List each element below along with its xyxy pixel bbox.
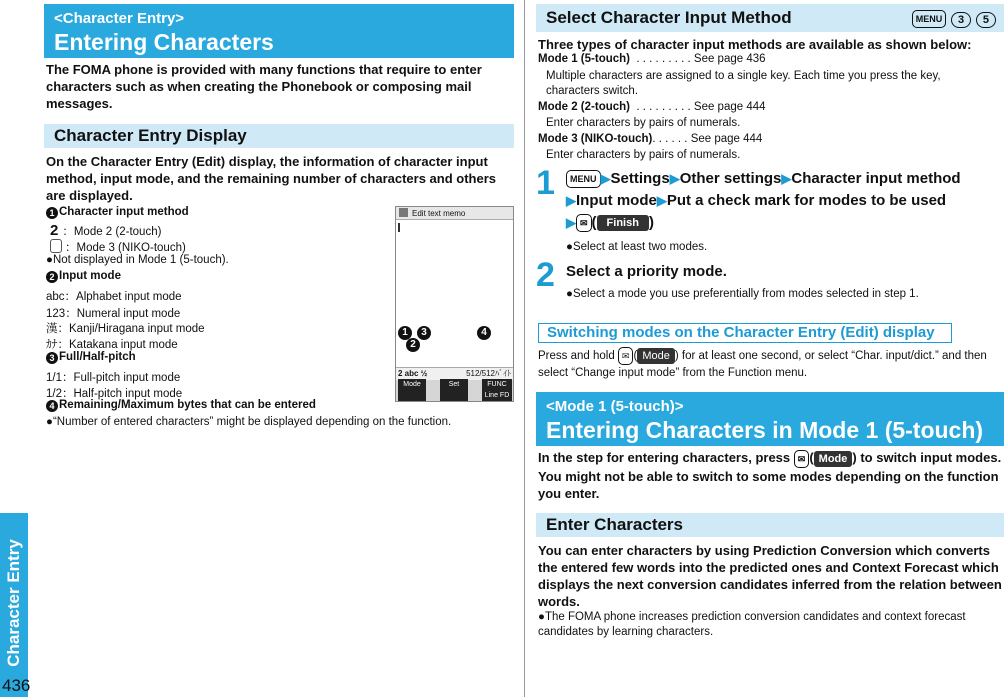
- step2-text: Select a priority mode.: [566, 263, 727, 280]
- katakana-symbol: ｶﾅ: [46, 339, 58, 351]
- mail-key-icon: ✉: [794, 450, 810, 468]
- mode2-desc: Enter characters by pairs of numerals.: [546, 117, 741, 129]
- screen-marker-4: 4: [477, 326, 491, 340]
- item3-half: Half-pitch input mode: [73, 388, 183, 400]
- memo-icon: [399, 208, 408, 217]
- item3-label: Full/Half-pitch: [59, 351, 136, 363]
- left-title-box: [44, 4, 514, 58]
- item3-half-row: 1/2：Half-pitch input mode: [46, 388, 183, 400]
- item2-123: Numeral input mode: [76, 308, 181, 320]
- mode1-title-main: Entering Characters in Mode 1 (5-touch): [546, 417, 984, 443]
- arrow-icon: ▶: [600, 171, 611, 186]
- screen-marker-2: 2: [406, 338, 420, 352]
- mode-softkey: Mode: [637, 348, 675, 364]
- item2-kata-row: ｶﾅ：Katakana input mode: [46, 339, 178, 351]
- enter-characters-bar: [536, 513, 1004, 537]
- page-number: 436: [2, 676, 31, 695]
- character-entry-display-bar: [44, 124, 514, 148]
- item2-label: Input mode: [59, 270, 121, 282]
- left-title-main: Entering Characters: [54, 29, 274, 55]
- item2-kanji-row: 漢：Kanji/Hiragana input mode: [46, 323, 205, 335]
- arrow-icon: ▶: [781, 171, 792, 186]
- mode1-ref: . . . . . . . . . See page 436: [636, 53, 766, 65]
- character-entry-display-title: Character Entry Display: [54, 126, 247, 145]
- mode3-label: Mode 3 (NIKO-touch): [538, 133, 653, 145]
- switch-text-a: Press and hold: [538, 350, 615, 363]
- screen-soft-right-2: Line FD: [484, 392, 510, 399]
- screen-bytes-unit: ﾊﾞｲﾄ: [495, 369, 511, 378]
- item2-kata: Katakana input mode: [69, 339, 178, 351]
- mode1-title-box: [536, 392, 1004, 446]
- screen-marker-3: 3: [417, 326, 431, 340]
- screen-bytes: 512/512: [466, 369, 495, 378]
- mode1-title-sub: <Mode 1 (5-touch)>: [546, 398, 684, 415]
- item1-note: ●Not displayed in Mode 1 (5-touch).: [46, 254, 229, 266]
- switching-modes-text: Press and hold ✉ ( Mode ) for at least one second, or select “Char. input/dict.” and then select “Change input mode” from the Function menu.: [538, 347, 1004, 382]
- item2-kanji: Kanji/Hiragana input mode: [69, 323, 205, 335]
- numeral-symbol: 123: [46, 308, 66, 320]
- enter-characters-note: ●The FOMA phone increases prediction conversion candidates and context forecast candidates by learning characters.: [538, 611, 966, 638]
- arrow-icon: ▶: [669, 171, 680, 186]
- mode1-desc: Multiple characters are assigned to a single key. Each time you press the key, characters switch.: [546, 70, 941, 97]
- item1-mode2: Mode 2 (2-touch): [73, 226, 162, 238]
- step2-number: 2: [536, 256, 555, 294]
- select-method-title: Select Character Input Method: [546, 8, 792, 27]
- step1-char-input-method: Character input method: [791, 170, 961, 187]
- full-pitch-symbol: 1/1: [46, 372, 62, 384]
- item2-heading: [46, 270, 121, 283]
- item3-heading: [46, 351, 136, 364]
- phone-screen: [395, 206, 514, 402]
- menu-key-icon: MENU: [566, 170, 601, 188]
- select-method-bar: [536, 4, 1004, 32]
- step1-input-mode: Input mode: [576, 192, 657, 209]
- item3-full-row: 1/1：Full-pitch input mode: [46, 372, 181, 384]
- finish-softkey: Finish: [597, 215, 649, 231]
- mode3-ref: . . . . . . See page 444: [652, 133, 763, 145]
- marker-3: 3: [46, 352, 58, 364]
- item1-mode2-row: 2 ：Mode 2 (2-touch): [50, 222, 162, 239]
- marker-4: 4: [46, 400, 58, 412]
- screen-marker-1: 1: [398, 326, 412, 340]
- marker-1: 1: [46, 207, 58, 219]
- step2-note: ●Select a mode you use preferentially from modes selected in step 1.: [566, 288, 919, 300]
- item4-note: ●“Number of entered characters” might be displayed depending on the function.: [46, 416, 452, 428]
- item1-mode3-row: ：Mode 3 (NIKO-touch): [50, 239, 186, 255]
- switching-modes-bar: [538, 323, 952, 343]
- mail-key-icon: ✉: [576, 214, 592, 232]
- left-intro: The FOMA phone is provided with many functions that require to enter characters such as when creating the Phonebook or composing mail messages.: [46, 62, 482, 111]
- mode3-desc: Enter characters by pairs of numerals.: [546, 149, 741, 161]
- mode2-ref: . . . . . . . . . See page 444: [636, 101, 766, 113]
- item2-abc: Alphabet input mode: [76, 291, 182, 303]
- item3-full: Full-pitch input mode: [73, 372, 181, 384]
- kanji-symbol: 漢: [46, 323, 58, 335]
- enter-characters-note-text: The FOMA phone increases prediction conversion candidates and context forecast candidates by learning characters.: [538, 611, 966, 638]
- mode1-intro: In the step for entering characters, press ✉ ( Mode ) to switch input modes. You might not be able to switch to some modes depending on the function you enter.: [538, 450, 1002, 501]
- mode2-label: Mode 2 (2-touch): [538, 101, 630, 113]
- item1-heading: [46, 206, 189, 219]
- step1-note-text: Select at least two modes.: [572, 241, 708, 253]
- arrow-icon: ▶: [566, 193, 576, 208]
- screen-soft-right: [482, 379, 512, 401]
- marker-2: 2: [46, 271, 58, 283]
- item4-note-text: “Number of entered characters” might be displayed depending on the function.: [52, 416, 452, 428]
- left-title-sub: <Character Entry>: [54, 10, 185, 27]
- item1-label: Character input method: [59, 206, 189, 218]
- screen-title: Edit text memo: [412, 209, 466, 218]
- mode2-row: [538, 101, 766, 113]
- switch-text-b: for at least one second, or select “Char. input/dict.” and then select “Change input mode” from the Function menu.: [538, 350, 987, 380]
- mode1-intro-b: to switch input modes. You might not be able to switch to some modes depending on the function you enter.: [538, 450, 1002, 501]
- mode1-label: Mode 1 (5-touch): [538, 53, 630, 65]
- screen-title-bar: [396, 207, 513, 220]
- two-touch-icon: 2: [50, 222, 59, 239]
- menu-shortcut: [912, 4, 996, 32]
- item1-mode3: Mode 3 (NIKO-touch): [76, 242, 186, 254]
- arrow-icon: ▶: [656, 193, 667, 208]
- half-pitch-symbol: 1/2: [46, 388, 62, 400]
- section-intro: On the Character Entry (Edit) display, the information of character input method, input mode, and the remaining number of characters and others are displayed.: [46, 154, 497, 203]
- menu-key-icon: MENU: [912, 10, 947, 28]
- step2-note-text: Select a mode you use preferentially from modes selected in step 1.: [572, 288, 919, 300]
- screen-soft-left-label: Mode: [403, 381, 421, 388]
- step1-note: ●Select at least two modes.: [566, 241, 708, 253]
- mode1-intro-a: In the step for entering characters, press: [538, 450, 791, 465]
- enter-characters-title: Enter Characters: [546, 515, 684, 534]
- key-5: 5: [976, 12, 996, 28]
- screen-soft-left: [398, 379, 426, 401]
- types-intro: Three types of character input methods are available as shown below:: [538, 37, 972, 52]
- item2-123-row: 123：Numeral input mode: [46, 308, 181, 320]
- side-tab-label: Character Entry: [4, 539, 23, 667]
- mode1-row: [538, 53, 766, 65]
- key-3: 3: [951, 12, 971, 28]
- step1-text: MENU ▶Settings▶Other settings▶Character input method ▶Input mode▶Put a check mark for modes to be used ▶ ✉ ( Finish ): [566, 170, 961, 231]
- step1-check-mark: Put a check mark for modes to be used: [666, 192, 947, 209]
- item4-label: Remaining/Maximum bytes that can be entered: [59, 399, 316, 411]
- mode-softkey: Mode: [814, 451, 853, 467]
- step1-settings: Settings: [610, 170, 670, 187]
- column-divider: [524, 0, 525, 697]
- enter-characters-text: You can enter characters by using Prediction Conversion which converts the entered few words into the predicted ones and Context Forecast which displays the next conversion candidates inferred from the relation between words.: [538, 543, 1002, 609]
- text-cursor: [398, 223, 400, 232]
- mail-key-icon: ✉: [618, 347, 634, 365]
- screen-soft-center: [440, 379, 468, 401]
- niko-touch-icon: [50, 239, 62, 253]
- step1-number: 1: [536, 164, 555, 202]
- switching-modes-title: Switching modes on the Character Entry (Edit) display: [547, 324, 935, 341]
- arrow-icon: ▶: [566, 215, 576, 230]
- screen-soft-right-1: FUNC: [487, 381, 507, 388]
- abc-symbol: abc: [46, 291, 65, 303]
- mode3-row: [538, 133, 762, 145]
- item1-note-text: Not displayed in Mode 1 (5-touch).: [52, 254, 229, 266]
- item2-abc-row: abc：Alphabet input mode: [46, 291, 182, 303]
- screen-status-left: 2 abc ½: [398, 369, 428, 378]
- item4-heading: [46, 399, 316, 412]
- screen-soft-center-label: Set: [448, 381, 460, 388]
- step1-other-settings: Other settings: [679, 170, 782, 187]
